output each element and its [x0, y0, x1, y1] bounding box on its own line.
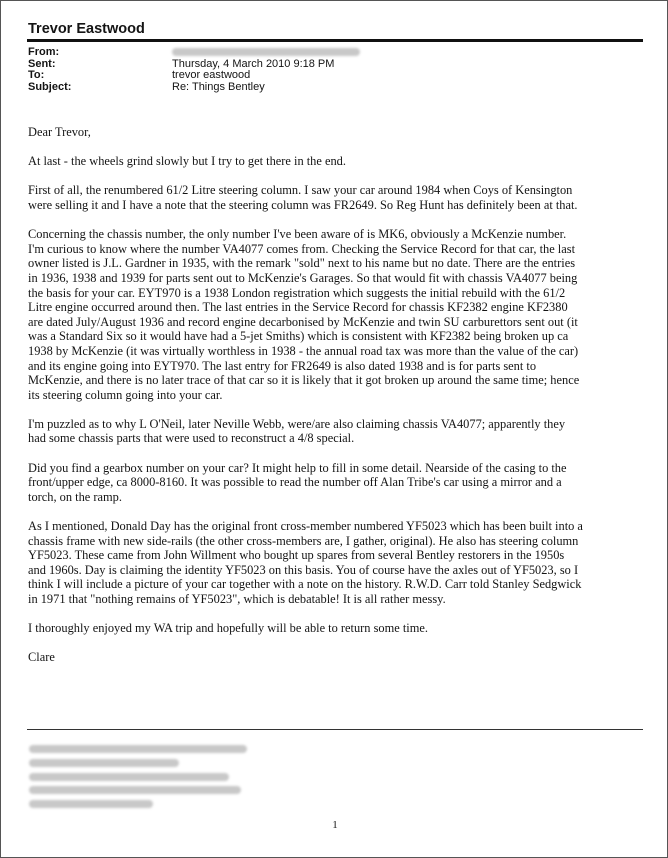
subject-label: Subject:	[28, 80, 72, 93]
from-value-redacted	[172, 47, 628, 59]
paragraph-line: 1938 by McKenzie (it was virtually worthless in 1938 - the annual road tax was more than the value of the car)	[28, 343, 579, 358]
paragraph-line: and its engine going into EYT970. The last entry for FR2649 is also dated 1938 and is for parts sent to	[28, 358, 537, 373]
paragraph-line: had some chassis parts that were used to reconstruct a 4/8 special.	[28, 431, 355, 446]
page-number: 1	[332, 819, 338, 831]
paragraph-line: in 1936, 1938 and 1939 for parts sent out to McKenzie's Garages. So that would fit with chassis VA4077 being	[28, 270, 578, 285]
paragraph-line: are dated July/August 1936 and record engine decarbonised by McKenzie and twin SU carburettors sent out (it	[28, 314, 578, 329]
quoted-header-redacted	[29, 740, 309, 808]
paragraph-line: its steering column going into your car.	[28, 387, 223, 402]
sent-label: Sent:	[28, 57, 56, 70]
paragraph-line: were selling it and I have a note that the steering column was FR2649. So Reg Hunt has definitely been at that.	[28, 197, 578, 212]
paragraph-line: First of all, the renumbered 61/2 Litre steering column. I saw your car around 1984 when Coys of Kensington	[28, 183, 573, 198]
paragraph-line: torch, on the ramp.	[28, 489, 122, 504]
to-label: To:	[28, 69, 45, 82]
header-row-subject	[28, 82, 628, 94]
header-row-sent	[28, 59, 628, 71]
redacted-line	[29, 754, 309, 768]
paragraph-line: think I will include a picture of your car together with a note on the history. R.W.D. Carr told Stanley Sedgwick	[28, 577, 582, 592]
paragraph-line: YF5023. These came from John Willment who bought up spares from several Bentley restorers in the 1950s	[28, 548, 565, 563]
paragraph-line: As I mentioned, Donald Day has the original front cross-member numbered YF5023 which has been built into a	[28, 519, 583, 534]
email-body	[28, 125, 646, 680]
redacted-line	[29, 740, 309, 754]
paragraph-line: owner listed is J.L. Gardner in 1935, with the remark "sold" next to his name but no date. There are the entries	[28, 256, 576, 271]
paragraph-line: Litre engine occurred around then. The last entries in the Service Record for chassis KF2382 engine KF2380	[28, 300, 568, 315]
paragraph-line: Concerning the chassis number, the only number I've been aware of is MK6, obviously a McKenzie number.	[28, 227, 567, 242]
body-paragraph	[28, 183, 646, 212]
header-row-from	[28, 47, 628, 59]
header-row-to	[28, 70, 628, 82]
paragraph-line: chassis frame with new side-rails (the other cross-members are, I gather, original). He also has steering column	[28, 533, 579, 548]
salutation: Dear Trevor,	[28, 125, 91, 139]
paragraph-line: the basis for your car. EYT970 is a 1938 London registration which suggests the initial rebuild with the 61/2	[28, 285, 566, 300]
paragraph-line: At last - the wheels grind slowly but I try to get there in the end.	[28, 154, 346, 169]
redacted-email-address	[172, 48, 360, 56]
body-paragraph	[28, 227, 646, 402]
paragraph-line: and 1960s. Day is claiming the identity YF5023 on this basis. You of course have the axles out of YF5023, so I	[28, 562, 579, 577]
body-paragraph	[28, 621, 646, 636]
paragraph-line: I thoroughly enjoyed my WA trip and hopefully will be able to return some time.	[28, 621, 428, 636]
paragraph-line: I'm puzzled as to why L O'Neil, later Neville Webb, were/are also claiming chassis VA4077; apparently they	[28, 416, 566, 431]
paragraph-line: I'm curious to know where the number VA4077 comes from. Checking the Service Record for that car, the last	[28, 241, 576, 256]
paragraph-line: was a Standard Six so it would have had a 5-jet Smiths) which is consistent with KF2382 being broken up ca	[28, 329, 569, 344]
body-paragraph	[28, 461, 646, 505]
body-paragraph	[28, 417, 646, 446]
sender-name: Trevor Eastwood	[28, 21, 145, 37]
email-header-block	[28, 47, 628, 93]
redacted-line	[29, 767, 309, 781]
paragraph-line: Did you find a gearbox number on your car? It might help to fill in some detail. Nearside of the casing to the	[28, 460, 567, 475]
header-divider	[27, 39, 643, 42]
paragraph-line: front/upper edge, ca 8000-8160. It was possible to read the number off Alan Tribe's car using a mirror and a	[28, 475, 562, 490]
paragraph-line: in 1971 that "nothing remains of YF5023", which is debatable! It is all rather messy.	[28, 592, 446, 606]
body-paragraph	[28, 519, 646, 607]
paragraph-line: McKenzie, and there is no later trace of that car so it is likely that it got broken up around the same time; hence	[28, 373, 580, 388]
redacted-line	[29, 794, 309, 808]
email-paragraphs	[28, 154, 646, 636]
to-value: trevor eastwood	[172, 69, 251, 82]
signoff: Clare	[28, 650, 55, 665]
redacted-line	[29, 781, 309, 795]
subject-value: Re: Things Bentley	[172, 80, 265, 93]
sent-value: Thursday, 4 March 2010 9:18 PM	[172, 57, 335, 70]
from-label: From:	[28, 46, 60, 58]
quoted-divider	[27, 729, 643, 730]
body-paragraph	[28, 154, 646, 169]
